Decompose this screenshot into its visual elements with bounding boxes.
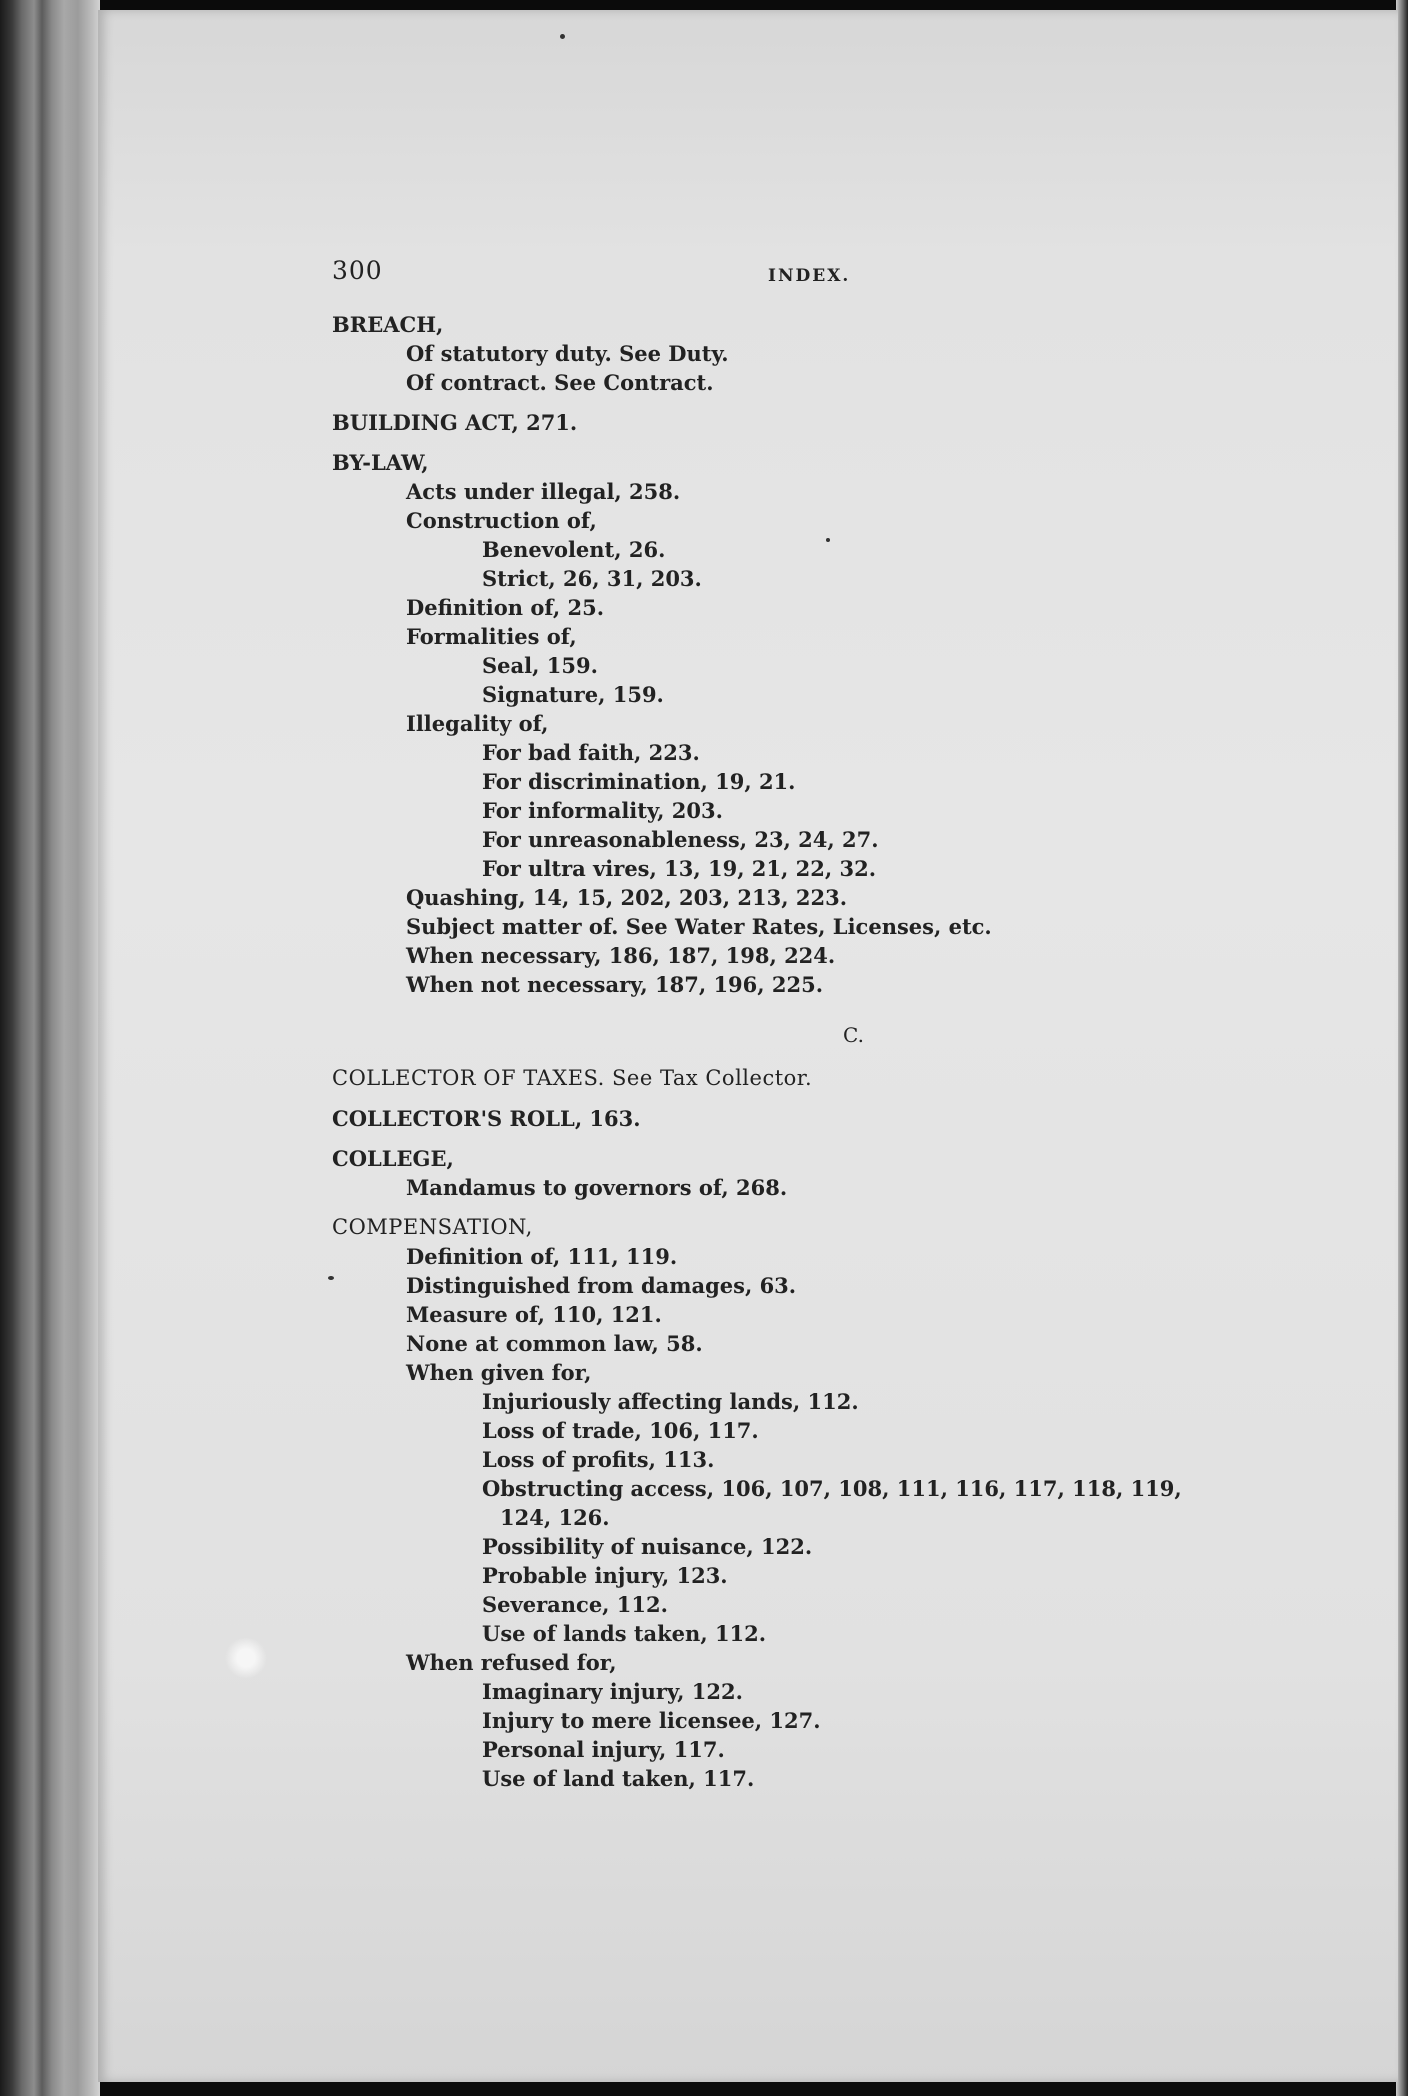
index-subentry: Formalities of,: [406, 624, 577, 649]
index-entries: [332, 310, 1292, 1793]
index-heading: BY-LAW,: [332, 450, 429, 475]
index-subsubentry: Possibility of nuisance, 122.: [482, 1534, 813, 1559]
book-gutter: [0, 0, 100, 2096]
page-header: [332, 256, 1172, 292]
index-heading: BUILDING ACT, 271.: [332, 410, 578, 435]
index-subsubentry: For ultra vires, 13, 19, 21, 22, 32.: [482, 856, 877, 881]
index-subsubentry: Probable injury, 123.: [482, 1563, 728, 1588]
paper-speck: [560, 34, 565, 39]
paper-speck: [826, 538, 830, 542]
section-letter: C.: [843, 1023, 864, 1047]
index-subsubentry: Loss of trade, 106, 117.: [482, 1418, 759, 1443]
index-subentry: When refused for,: [406, 1650, 617, 1675]
index-heading: COLLECTOR OF TAXES. See Tax Collector.: [332, 1066, 813, 1090]
index-subentry: Mandamus to governors of, 268.: [406, 1175, 788, 1200]
index-subentry: Distinguished from damages, 63.: [406, 1273, 797, 1298]
index-subsubentry: For bad faith, 223.: [482, 740, 700, 765]
index-subentry: Of statutory duty. See Duty.: [406, 341, 729, 366]
page-number: 300: [332, 256, 383, 285]
index-subentry: Definition of, 111, 119.: [406, 1244, 678, 1269]
index-subsubentry: Severance, 112.: [482, 1592, 668, 1617]
index-subsubentry: Imaginary injury, 122.: [482, 1679, 743, 1704]
index-subsubentry: Injuriously affecting lands, 112.: [482, 1389, 859, 1414]
index-subsubentry: Personal injury, 117.: [482, 1737, 725, 1762]
index-subsubentry: Loss of profits, 113.: [482, 1447, 715, 1472]
index-subsubentry: Signature, 159.: [482, 682, 664, 707]
index-page: [98, 10, 1398, 2082]
running-title: INDEX.: [768, 266, 851, 286]
index-subentry: Measure of, 110, 121.: [406, 1302, 662, 1327]
index-subsubentry: Obstructing access, 106, 107, 108, 111, 116, 117, 118, 119,: [482, 1476, 1182, 1501]
index-subsubentry: For informality, 203.: [482, 798, 723, 823]
index-subsubentry: 124, 126.: [500, 1505, 610, 1530]
index-subentry: When given for,: [406, 1360, 592, 1385]
index-subentry: Subject matter of. See Water Rates, Licenses, etc.: [406, 914, 992, 939]
index-subentry: Of contract. See Contract.: [406, 370, 714, 395]
index-subsubentry: For unreasonableness, 23, 24, 27.: [482, 827, 879, 852]
index-subsubentry: Benevolent, 26.: [482, 537, 666, 562]
index-subentry: None at common law, 58.: [406, 1331, 703, 1356]
index-subentry: Definition of, 25.: [406, 595, 605, 620]
index-heading: COLLEGE,: [332, 1146, 454, 1171]
paper-speck: [328, 1276, 334, 1280]
index-subsubentry: For discrimination, 19, 21.: [482, 769, 796, 794]
index-subentry: Construction of,: [406, 508, 597, 533]
index-subentry: Quashing, 14, 15, 202, 203, 213, 223.: [406, 885, 848, 910]
index-subsubentry: Use of land taken, 117.: [482, 1766, 755, 1791]
index-subentry: Acts under illegal, 258.: [406, 479, 681, 504]
index-subentry: When not necessary, 187, 196, 225.: [406, 972, 824, 997]
index-heading: COLLECTOR'S ROLL, 163.: [332, 1106, 641, 1131]
paper-blemish: [224, 1638, 268, 1678]
index-subsubentry: Injury to mere licensee, 127.: [482, 1708, 821, 1733]
index-subentry: Illegality of,: [406, 711, 549, 736]
index-heading: BREACH,: [332, 312, 444, 337]
index-heading: COMPENSATION,: [332, 1215, 533, 1239]
index-subentry: When necessary, 186, 187, 198, 224.: [406, 943, 836, 968]
index-subsubentry: Strict, 26, 31, 203.: [482, 566, 702, 591]
index-subsubentry: Seal, 159.: [482, 653, 598, 678]
index-subsubentry: Use of lands taken, 112.: [482, 1621, 767, 1646]
